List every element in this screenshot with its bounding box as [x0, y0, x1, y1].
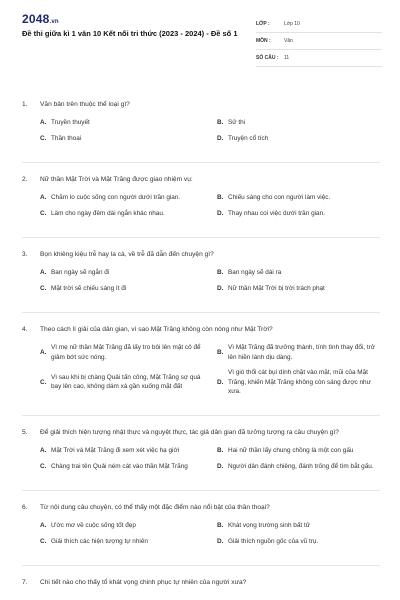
answer-option[interactable] [217, 134, 380, 144]
exam-title: Đề thi giữa kì 1 văn 10 Kết nối tri thức (2023 - 2024) - Đề số 1 [22, 29, 238, 38]
answer-option[interactable] [40, 193, 203, 203]
answer-options [22, 193, 380, 219]
answer-option[interactable] [217, 368, 380, 397]
answer-option[interactable] [217, 118, 380, 128]
answer-option[interactable] [40, 209, 203, 219]
question-divider [22, 237, 380, 238]
question-number: 1. [22, 101, 28, 108]
question-4 [22, 325, 380, 397]
question-number: 2. [22, 176, 28, 183]
question-divider [22, 565, 380, 566]
option-text: Ban ngày sẽ ngắn đi [51, 269, 110, 277]
question-number: 6. [22, 503, 28, 511]
question-number: 3. [22, 251, 28, 258]
question-1 [22, 100, 380, 144]
meta-label: LỚP : [256, 21, 270, 27]
option-key: B. [217, 348, 224, 356]
option-key: C. [40, 285, 47, 293]
option-key: C. [40, 210, 47, 218]
answer-option[interactable] [40, 343, 203, 362]
question-divider [22, 162, 380, 163]
question-text: Nữ thần Mặt Trời và Mặt Trăng được giao nhiệm vụ: [40, 176, 193, 183]
question-stem [22, 175, 380, 185]
brand-tld: .vn [49, 19, 59, 25]
question-text: Bọn khiêng kiệu trễ hay la cà, về trễ đã dẫn đến chuyện gì? [40, 251, 214, 258]
option-key: B. [217, 194, 224, 202]
option-text: Truyền thuyết [51, 119, 90, 127]
option-key: D. [217, 537, 224, 545]
answer-option[interactable] [40, 118, 203, 128]
option-key: A. [40, 348, 47, 356]
option-text: Ước mơ về cuộc sống tốt đẹp [51, 521, 136, 529]
answer-option[interactable] [217, 193, 380, 203]
answer-option[interactable] [217, 343, 380, 362]
question-text: Văn bản trên thuộc thể loại gì? [40, 101, 130, 108]
option-key: C. [40, 462, 47, 470]
option-key: C. [40, 135, 47, 143]
meta-row-class [256, 16, 382, 33]
answer-option[interactable] [40, 268, 203, 278]
option-key: B. [217, 269, 224, 277]
answer-option[interactable] [40, 537, 203, 547]
option-key: A. [40, 521, 47, 529]
answer-option[interactable] [217, 462, 380, 472]
option-text: Chàng trai tên Quải ném cát vào thần Mặt Trăng [51, 462, 188, 470]
meta-label: SỐ CÂU : [256, 55, 279, 61]
option-text: Chăm lo cuộc sống con người dưới trần gian. [51, 194, 181, 202]
option-text: Làm cho ngày đêm dài ngắn khác nhau. [51, 210, 165, 218]
question-2 [22, 175, 380, 219]
question-7 [22, 578, 380, 588]
question-stem [22, 578, 380, 588]
meta-label: MÔN : [256, 38, 271, 44]
option-text: Thay nhau coi việc dưới trần gian. [228, 210, 325, 218]
option-text: Vì sau khi bị chàng Quải tấn công, Mặt Trăng sợ quá bay lên cao, không dám xà gần xuống mặt đất [51, 373, 201, 391]
meta-value: 11 [284, 55, 290, 61]
option-key: D. [217, 462, 224, 470]
question-stem [22, 428, 380, 438]
answer-option[interactable] [40, 446, 203, 456]
question-number: 4. [22, 326, 28, 333]
option-key: A. [40, 119, 47, 127]
option-text: Mặt Trời và Mặt Trăng đi xem xét việc hạ giới [51, 446, 180, 454]
question-6 [22, 503, 380, 547]
meta-row-count [256, 50, 382, 67]
answer-option[interactable] [217, 521, 380, 531]
answer-option[interactable] [217, 446, 380, 456]
option-key: B. [217, 446, 224, 454]
option-key: A. [40, 269, 47, 277]
answer-option[interactable] [217, 268, 380, 278]
question-stem [22, 100, 380, 110]
exam-meta [256, 16, 382, 67]
answer-option[interactable] [40, 462, 203, 472]
option-key: C. [40, 537, 47, 545]
question-text: Chi tiết nào cho thấy tổ khát vọng chinh phục tự nhiên của người xưa? [40, 578, 247, 586]
answer-options [22, 446, 380, 472]
option-text: Người dân đánh chiêng, đánh trống để tìm bắt gấu. [228, 462, 374, 470]
option-text: Truyện cổ tích [228, 135, 269, 143]
answer-options [22, 521, 380, 547]
option-text: Thần thoại [51, 135, 82, 143]
answer-options [22, 118, 380, 144]
option-text: Vì Mặt Trăng đã trưởng thành, tính tình thay đổi, trở lên hiền lành dịu dàng. [228, 344, 375, 361]
option-key: B. [217, 521, 224, 529]
answer-option[interactable] [217, 209, 380, 219]
option-text: Chiếu sáng cho con người làm việc. [228, 194, 331, 202]
answer-option[interactable] [40, 368, 203, 397]
question-3 [22, 250, 380, 294]
question-divider [22, 490, 380, 491]
question-stem [22, 503, 380, 513]
option-key: A. [40, 194, 47, 202]
meta-value: Văn [284, 38, 293, 44]
option-text: Nữ thần Mặt Trời bị trời trách phạt [228, 285, 325, 293]
answer-option[interactable] [40, 284, 203, 294]
meta-row-subject [256, 33, 382, 50]
option-key: B. [217, 119, 224, 127]
option-text: Ban ngày sẽ dài ra [228, 269, 282, 277]
option-key: D. [217, 378, 224, 386]
option-key: A. [40, 446, 47, 454]
option-text: Sử thi [228, 119, 246, 127]
question-5 [22, 428, 380, 472]
question-text: Để giải thích hiện tượng nhật thực và nguyệt thực, tác giả dân gian đã tưởng tượng ra câu chuyện gì? [40, 428, 339, 436]
brand-name: 2048 [22, 12, 50, 26]
option-key: D. [217, 135, 224, 143]
option-text: Mặt trời sẽ chiếu sáng ít đi [51, 285, 127, 293]
meta-value: Lớp 10 [284, 21, 300, 27]
brand-logo[interactable] [22, 12, 59, 26]
answer-option[interactable] [217, 284, 380, 294]
answer-options [22, 268, 380, 294]
option-text: Vì mẹ nữ thần Mặt Trăng đã lấy tro bôi lên mặt cô để giảm bớt sức nóng. [51, 344, 201, 361]
option-text: Giải thích nguồn gốc của vũ trụ. [228, 537, 319, 545]
option-text: Hai nữ thần lấy chung chồng là một con gấu [228, 446, 354, 454]
option-text: Khát vọng trường sinh bất tử [228, 521, 311, 529]
question-text: Theo cách lí giải của dân gian, vì sao Mặt Trăng không còn nóng như Mặt Trời? [40, 326, 273, 333]
answer-options [22, 343, 380, 397]
answer-option[interactable] [40, 521, 203, 531]
question-divider [22, 312, 380, 313]
option-key: C. [40, 378, 47, 386]
question-stem [22, 325, 380, 335]
answer-option[interactable] [217, 537, 380, 547]
option-key: D. [217, 210, 224, 218]
question-number: 7. [22, 578, 28, 586]
option-key: D. [217, 285, 224, 293]
option-text: Vì gió thổi cát bụi dính chặt vào mặt, mũi của Mặt Trăng, khiến Mặt Trăng không còn sáng được như xưa. [228, 369, 371, 395]
question-divider [22, 415, 380, 416]
question-list [22, 100, 380, 600]
answer-option[interactable] [40, 134, 203, 144]
question-text: Từ nội dung câu chuyện, có thể thấy một đặc điểm nào nổi bật của thần thoại? [40, 503, 270, 511]
option-text: Giải thích các hiện tượng tự nhiên [51, 537, 148, 545]
question-stem [22, 250, 380, 260]
question-number: 5. [22, 428, 28, 436]
